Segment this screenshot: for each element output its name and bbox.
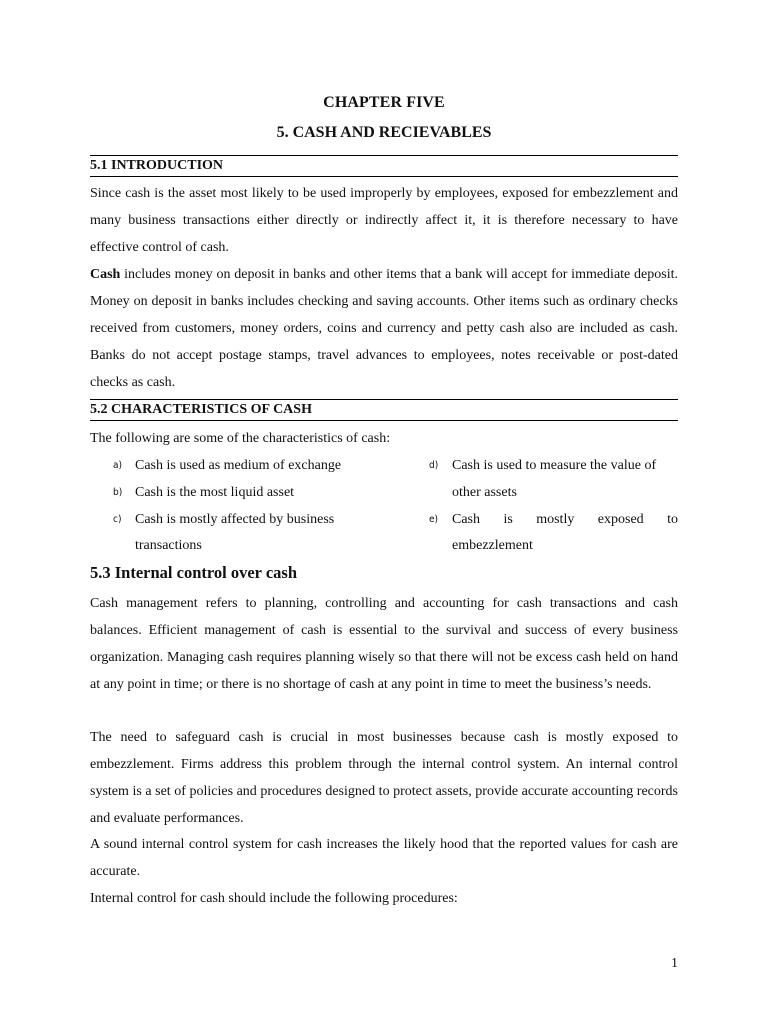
section-heading-internal-control: 5.3 Internal control over cash [90, 563, 297, 582]
chapter-subtitle: 5. CASH AND RECIEVABLES [276, 124, 492, 141]
internal-control-paragraph-4: Internal control for cash should include the following procedures: [90, 891, 458, 906]
cash-term: Cash [90, 267, 121, 282]
list-item-a: Cash is used as medium of exchange [135, 458, 342, 473]
list-item-d-line1: Cash is used to measure the value of [452, 458, 657, 473]
section-heading-characteristics: 5.2 CHARACTERISTICS OF CASH [90, 399, 678, 421]
list-item-e-word: Cash [452, 512, 480, 527]
list-item-e-line2: embezzlement [452, 538, 533, 553]
list-item-e-word: exposed [597, 512, 644, 527]
intro-paragraph-2 [90, 261, 678, 396]
list-marker-b: b) [113, 487, 123, 498]
page-number: 1 [671, 956, 678, 971]
list-item-c-line1: Cash is mostly affected by business [135, 512, 335, 527]
list-item-b: Cash is the most liquid asset [135, 485, 295, 500]
list-item-c-line2: transactions [135, 538, 202, 553]
list-marker-c: c) [113, 514, 122, 525]
list-item-e-word: mostly [536, 512, 575, 527]
internal-control-paragraph-1: Cash management refers to planning, controlling and accounting for cash transactions and cash balances. Efficient management of cash is essential to the survival and success of every business organization. Managing cash requires planning wisely so that there will not be excess cash held on hand at any point in time; or there is no shortage of cash at any point in time to meet the business’s needs. [90, 596, 678, 692]
characteristics-intro: The following are some of the characteristics of cash: [90, 431, 391, 446]
internal-control-paragraph-2: The need to safeguard cash is crucial in most businesses because cash is mostly exposed to embezzlement. Firms address this problem through the internal control system. An internal control system is a set of policies and procedures designed to protect assets, provide accurate accounting records and evaluate performances. [90, 730, 678, 826]
section-heading-introduction: 5.1 INTRODUCTION [90, 155, 678, 177]
list-marker-d: d) [429, 460, 439, 471]
list-item-e-word: is [503, 512, 513, 527]
intro-paragraph-1: Since cash is the asset most likely to be used improperly by employees, exposed for embezzlement and many business transactions either directly or indirectly affect it, it is therefore necessary to have effective control of cash. [90, 186, 678, 255]
list-item-e-word: to [667, 512, 678, 527]
list-marker-e: e) [429, 514, 439, 525]
list-item-e-line1 [452, 506, 678, 533]
cash-definition: includes money on deposit in banks and other items that a bank will accept for immediate deposit. Money on deposit in banks includes checking and saving accounts. Other items such as ordinary checks received from customers, money orders, coins and currency and petty cash also are included as cash. Banks do not accept postage stamps, travel advances to employees, notes receivable or post-dated checks as cash. [90, 267, 678, 390]
list-item-d-line2: other assets [452, 485, 517, 500]
chapter-title: CHAPTER FIVE [323, 94, 445, 111]
internal-control-paragraph-3: A sound internal control system for cash increases the likely hood that the reported values for cash are accurate. [90, 837, 678, 879]
list-marker-a: a) [113, 460, 123, 471]
